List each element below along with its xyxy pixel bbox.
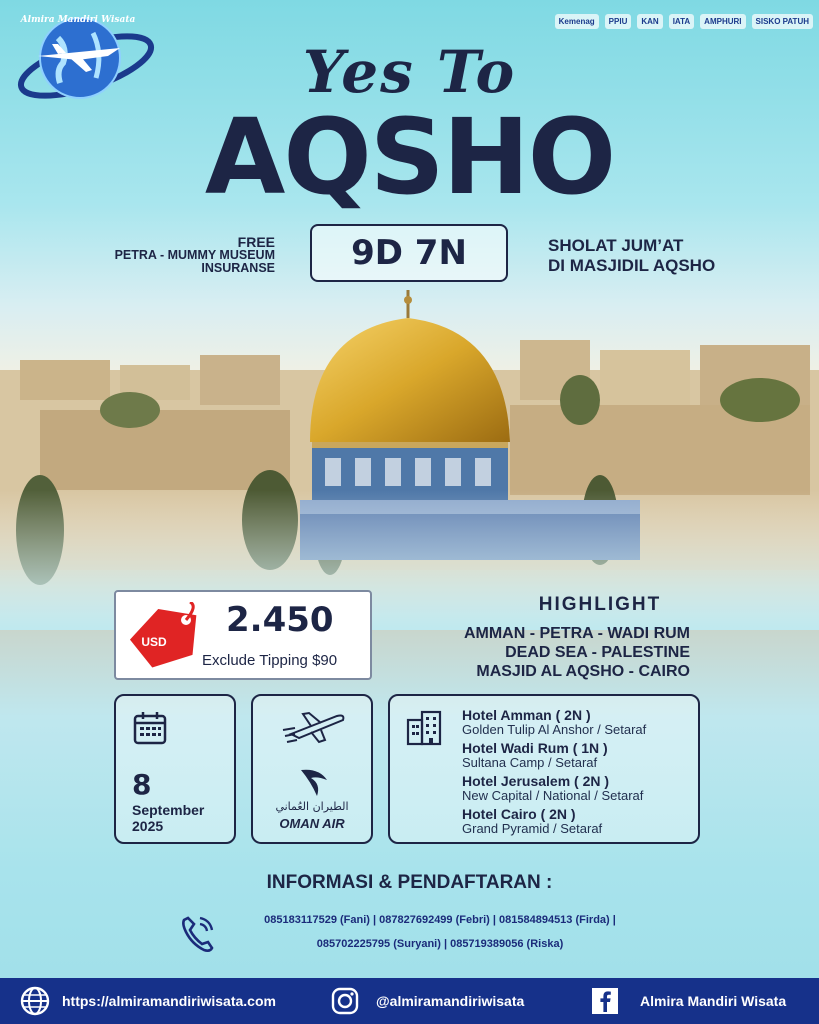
phone-line[interactable]: 085183117529 (Fani) | 087827692499 (Febri) | 081584894513 (Firda) | (264, 914, 616, 926)
globe-icon (20, 986, 50, 1016)
hotel-list (462, 708, 646, 840)
airplane-icon (281, 710, 347, 744)
partner-logo: AMPHURI (700, 14, 745, 29)
free-line: INSURANSE (201, 261, 275, 275)
partner-logos (555, 14, 813, 29)
partner-logo: IATA (669, 14, 694, 29)
list-item (462, 807, 646, 836)
hotel-detail: New Capital / National / Setaraf (462, 788, 644, 803)
highlight-heading: HIGHLIGHT (538, 594, 662, 615)
highlight-route: MASJID AL AQSHO - CAIRO (476, 663, 690, 680)
hotel-detail: Golden Tulip Al Anshor / Setaraf (462, 722, 647, 737)
sholat-line: SHOLAT JUM’AT (548, 236, 684, 255)
hotel-detail: Sultana Camp / Setaraf (462, 755, 598, 770)
facebook-page[interactable]: Almira Mandiri Wisata (640, 993, 787, 1009)
airline-name: OMAN AIR (279, 816, 345, 831)
partner-logo: Kemenag (555, 14, 599, 29)
price-box (114, 590, 372, 680)
highlight-route: AMMAN - PETRA - WADI RUM (463, 625, 690, 642)
sholat-line: DI MASJIDIL AQSHO (548, 256, 716, 275)
building-icon (406, 710, 442, 746)
instagram-icon (330, 986, 360, 1016)
partner-logo: KAN (637, 14, 662, 29)
phone-icon (178, 912, 218, 954)
hotel-name: Hotel Jerusalem ( 2N ) (462, 773, 610, 789)
free-line: PETRA - MUMMY MUSEUM (114, 248, 275, 262)
airline-card (251, 694, 373, 844)
duration-badge: 9D 7N (310, 224, 508, 282)
brand-logo-text: Almira Mandiri Wisata (20, 15, 136, 25)
departure-date-card (114, 694, 236, 844)
price-amount: 2.450 (226, 600, 334, 640)
price-tag-icon (126, 602, 206, 668)
airline-arabic-name: الطيران العُماني (275, 800, 349, 813)
price-note: Exclude Tipping $90 (202, 652, 338, 669)
script-title: Yes To (302, 38, 517, 106)
oman-air-logo-icon (297, 766, 331, 798)
departure-day: 8 (132, 768, 152, 801)
phone-line[interactable]: 085702225795 (Suryani) | 085719389056 (Riska) (316, 938, 564, 950)
list-item (462, 741, 646, 770)
partner-logo: SISKO PATUH (752, 14, 813, 29)
website-link[interactable]: https://almiramandiriwisata.com (62, 993, 276, 1009)
calendar-icon (132, 710, 168, 746)
partner-logo: PPIU (605, 14, 632, 29)
currency-label: USD (141, 635, 167, 649)
hotel-name: Hotel Cairo ( 2N ) (462, 806, 576, 822)
sholat-info (548, 236, 715, 276)
highlight-route: DEAD SEA - PALESTINE (505, 644, 690, 661)
hotel-name: Hotel Wadi Rum ( 1N ) (462, 740, 608, 756)
contact-heading: INFORMASI & PENDAFTARAN : (266, 872, 553, 893)
instagram-handle[interactable]: @almiramandiriwisata (376, 993, 525, 1009)
list-item (462, 708, 646, 737)
departure-month: September (132, 802, 205, 818)
dome-of-the-rock-scene (0, 290, 819, 630)
departure-month-year (132, 802, 204, 834)
footer-bar (0, 978, 819, 1024)
departure-year: 2025 (132, 818, 164, 834)
list-item (462, 774, 646, 803)
hotel-card (388, 694, 700, 844)
facebook-icon (590, 986, 620, 1016)
highlight-section (400, 594, 690, 681)
hotel-name: Hotel Amman ( 2N ) (462, 707, 591, 723)
free-info (115, 236, 275, 275)
main-title: AQSHO (204, 96, 615, 218)
phone-numbers (230, 908, 650, 956)
hotel-detail: Grand Pyramid / Setaraf (462, 821, 603, 836)
free-label: FREE (237, 234, 275, 250)
